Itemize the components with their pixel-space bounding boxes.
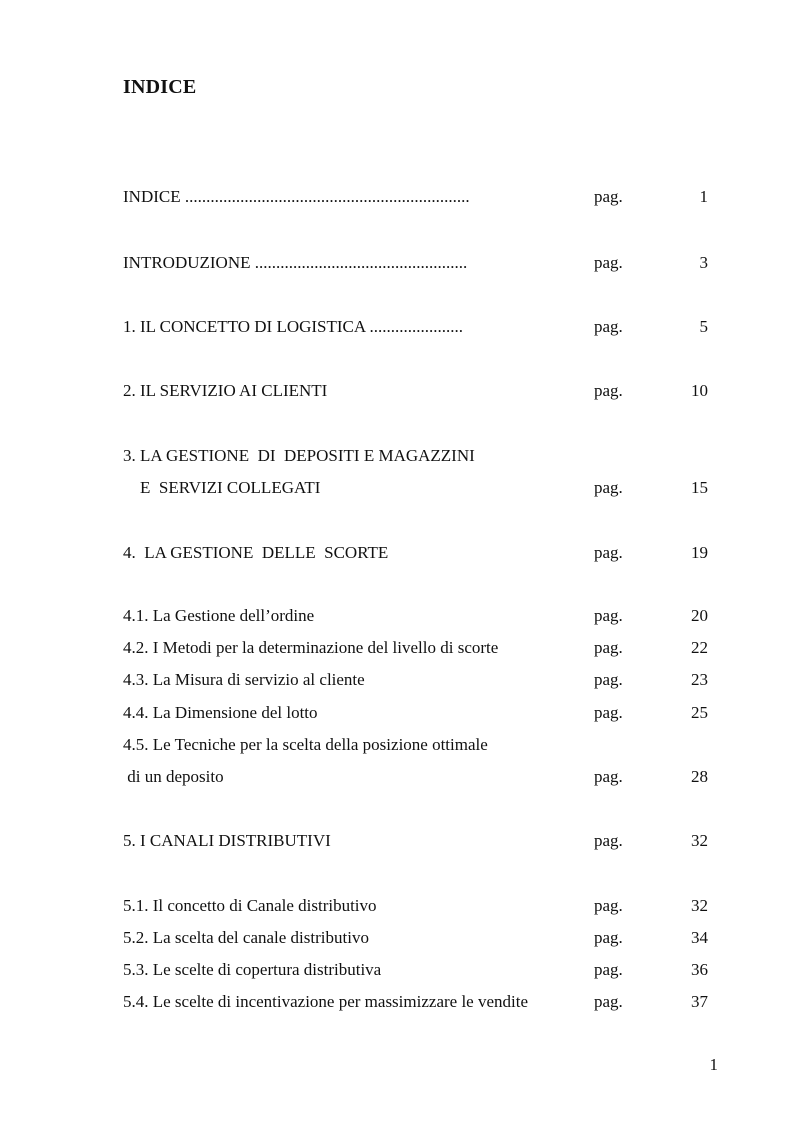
toc-entry-page-number: 20 xyxy=(691,606,708,625)
toc-entry-title: 3. LA GESTIONE DI DEPOSITI E MAGAZZINI xyxy=(123,446,475,465)
toc-entry-title: 4.4. La Dimensione del lotto xyxy=(123,703,318,722)
toc-entry-page-number: 32 xyxy=(691,831,708,850)
toc-entry-page-number: 15 xyxy=(691,478,708,497)
toc-entry-title: INDICE ................................................................... xyxy=(123,187,470,206)
toc-entry-page-number: 10 xyxy=(691,381,708,400)
toc-entry-pag-label: pag. xyxy=(594,960,623,979)
toc-entry-pag-label: pag. xyxy=(594,992,623,1011)
toc-entry-title: 2. IL SERVIZIO AI CLIENTI xyxy=(123,381,328,400)
toc-entry-pag-label: pag. xyxy=(594,928,623,947)
toc-entry-pag-label: pag. xyxy=(594,543,623,562)
toc-entry-page-number: 37 xyxy=(691,992,708,1011)
toc-entry-pag-label: pag. xyxy=(594,896,623,915)
toc-entry-page-number: 19 xyxy=(691,543,708,562)
toc-entry-title: di un deposito xyxy=(123,767,224,786)
toc-entry-title: 5.3. Le scelte di copertura distributiva xyxy=(123,960,382,979)
toc-entry-page-number: 22 xyxy=(691,638,708,657)
toc-entry-title: E SERVIZI COLLEGATI xyxy=(123,478,321,497)
toc-entry-title: 5.1. Il concetto di Canale distributivo xyxy=(123,896,377,915)
toc-entry-title: 5.2. La scelta del canale distributivo xyxy=(123,928,369,947)
toc-entry-pag-label: pag. xyxy=(594,831,623,850)
toc-entry-title: 1. IL CONCETTO DI LOGISTICA ...................... xyxy=(123,317,463,336)
toc-entry-pag-label: pag. xyxy=(594,703,623,722)
toc-entry-pag-label: pag. xyxy=(594,478,623,497)
toc-entry-pag-label: pag. xyxy=(594,638,623,657)
toc-entry-pag-label: pag. xyxy=(594,317,623,336)
toc-entry-title: 4.3. La Misura di servizio al cliente xyxy=(123,670,365,689)
toc-entry-page-number: 25 xyxy=(691,703,708,722)
page-number: 1 xyxy=(709,1055,718,1074)
toc-entry-page-number: 23 xyxy=(691,670,708,689)
toc-entry-page-number: 5 xyxy=(699,317,708,336)
toc-entry-page-number: 1 xyxy=(699,187,708,206)
toc-entry-title: 4. LA GESTIONE DELLE SCORTE xyxy=(123,543,389,562)
toc-entry-page-number: 34 xyxy=(691,928,708,947)
page-title: INDICE xyxy=(123,76,197,98)
toc-entry-pag-label: pag. xyxy=(594,767,623,786)
toc-entry-title: 4.1. La Gestione dell’ordine xyxy=(123,606,315,625)
toc-entry-page-number: 3 xyxy=(699,253,708,272)
toc-entry-title: 4.5. Le Tecniche per la scelta della posizione ottimale xyxy=(123,735,488,754)
toc-entry-pag-label: pag. xyxy=(594,606,623,625)
toc-entry-title: 5.4. Le scelte di incentivazione per massimizzare le vendite xyxy=(123,992,528,1011)
toc-entry-page-number: 32 xyxy=(691,896,708,915)
toc-entry-pag-label: pag. xyxy=(594,187,623,206)
toc-entry-title: 4.2. I Metodi per la determinazione del livello di scorte xyxy=(123,638,499,657)
toc-entry-title: 5. I CANALI DISTRIBUTIVI xyxy=(123,831,331,850)
toc-entry-page-number: 36 xyxy=(691,960,708,979)
toc-entry-page-number: 28 xyxy=(691,767,708,786)
toc-entry-pag-label: pag. xyxy=(594,253,623,272)
toc-entry-pag-label: pag. xyxy=(594,381,623,400)
toc-entry-pag-label: pag. xyxy=(594,670,623,689)
toc-entry-title: INTRODUZIONE .................................................. xyxy=(123,253,468,272)
